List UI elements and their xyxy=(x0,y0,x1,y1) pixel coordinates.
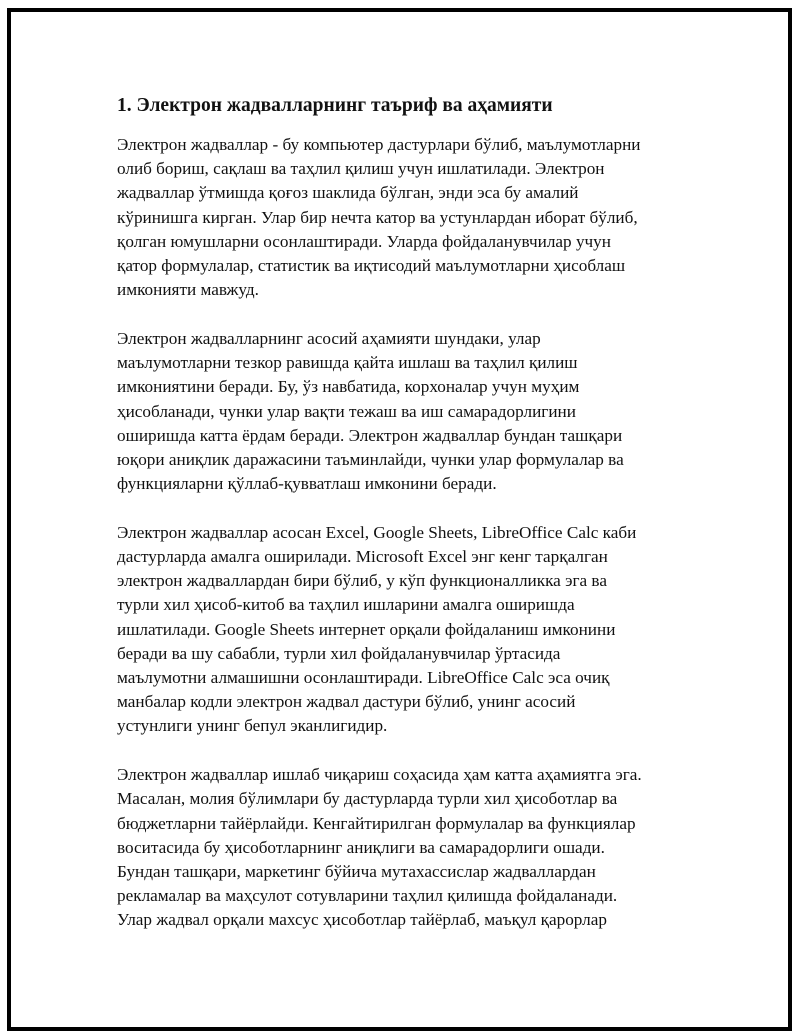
paragraph-1 xyxy=(117,133,692,302)
text-line: манбалар кодли электрон жадвал дастури бўлиб, унинг асосий xyxy=(117,692,576,712)
text-line: ишлатилади. Google Sheets интернет орқали фойдаланиш имконини xyxy=(117,619,616,639)
text-line: бюджетларни тайёрлайди. Кенгайтирилган формулалар ва функциялар xyxy=(117,813,636,833)
text-line: Электрон жадвалларнинг асосий аҳамияти шундаки, улар xyxy=(117,328,541,348)
document-body xyxy=(117,92,692,957)
text-line: маълумотни алмашишни осонлаштиради. LibreOffice Calc эса очиқ xyxy=(117,668,610,688)
paragraph-2 xyxy=(117,327,692,496)
paragraph-3 xyxy=(117,521,692,739)
text-line: кўринишга кирган. Улар бир нечта катор ва устунлардан иборат бўлиб, xyxy=(117,207,638,227)
text-line: функцияларни қўллаб-қувватлаш имконини беради. xyxy=(117,474,497,494)
text-line: жадваллар ўтмишда қоғоз шаклида бўлган, энди эса бу амалий xyxy=(117,183,579,203)
text-line: маълумотларни тезкор равишда қайта ишлаш ва таҳлил қилиш xyxy=(117,353,578,373)
text-line: беради ва шу сабабли, турли хил фойдаланувчилар ўртасида xyxy=(117,643,561,663)
text-line: Электрон жадваллар асосан Excel, Google Sheets, LibreOffice Calc каби xyxy=(117,522,637,542)
text-line: устунлиги унинг бепул эканлигидир. xyxy=(117,716,388,736)
text-line: оширишда катта ёрдам беради. Электрон жадваллар бундан ташқари xyxy=(117,425,623,445)
text-line: Улар жадвал орқали махсус ҳисоботлар тайёрлаб, маъқул қарорлар xyxy=(117,910,607,930)
text-line: Бундан ташқари, маркетинг бўйича мутахассислар жадваллардан xyxy=(117,861,596,881)
text-line: рекламалар ва маҳсулот сотувларини таҳлил қилишда фойдаланади. xyxy=(117,886,618,906)
text-line: Масалан, молия бўлимлари бу дастурларда турли хил ҳисоботлар ва xyxy=(117,789,618,809)
text-line: электрон жадваллардан бири бўлиб, у кўп функционалликка эга ва xyxy=(117,571,607,591)
text-line: турли хил ҳисоб-китоб ва таҳлил ишларини амалга оширишда xyxy=(117,595,575,615)
text-line: дастурларда амалга оширилади. Microsoft Excel энг кенг тарқалган xyxy=(117,547,608,567)
text-line: ҳисобланади, чунки улар вақти тежаш ва иш самарадорлигини xyxy=(117,401,576,421)
text-line: Электрон жадваллар - бу компьютер дастурлари бўлиб, маълумотларни xyxy=(117,135,641,154)
text-line: олиб бориш, сақлаш ва таҳлил қилиш учун ишлатилади. Электрон xyxy=(117,159,605,179)
text-line: Электрон жадваллар ишлаб чиқариш соҳасида ҳам катта аҳамиятга эга. xyxy=(117,765,642,785)
text-line: имкониятини беради. Бу, ўз навбатида, корхоналар учун муҳим xyxy=(117,377,580,397)
section-heading: 1. Электрон жадвалларнинг таъриф ва аҳамияти xyxy=(117,95,553,116)
paragraph-4 xyxy=(117,763,692,932)
text-line: имконияти мавжуд. xyxy=(117,280,259,300)
text-line: қолган юмушларни осонлаштиради. Уларда фойдаланувчилар учун xyxy=(117,231,611,251)
text-line: воситасида бу ҳисоботларнинг аниқлиги ва самарадорлиги ошади. xyxy=(117,837,605,857)
text-line: юқори аниқлик даражасини таъминлайди, чунки улар формулалар ва xyxy=(117,449,624,469)
text-line: қатор формулалар, статистик ва иқтисодий маълумотларни ҳисоблаш xyxy=(117,256,626,276)
